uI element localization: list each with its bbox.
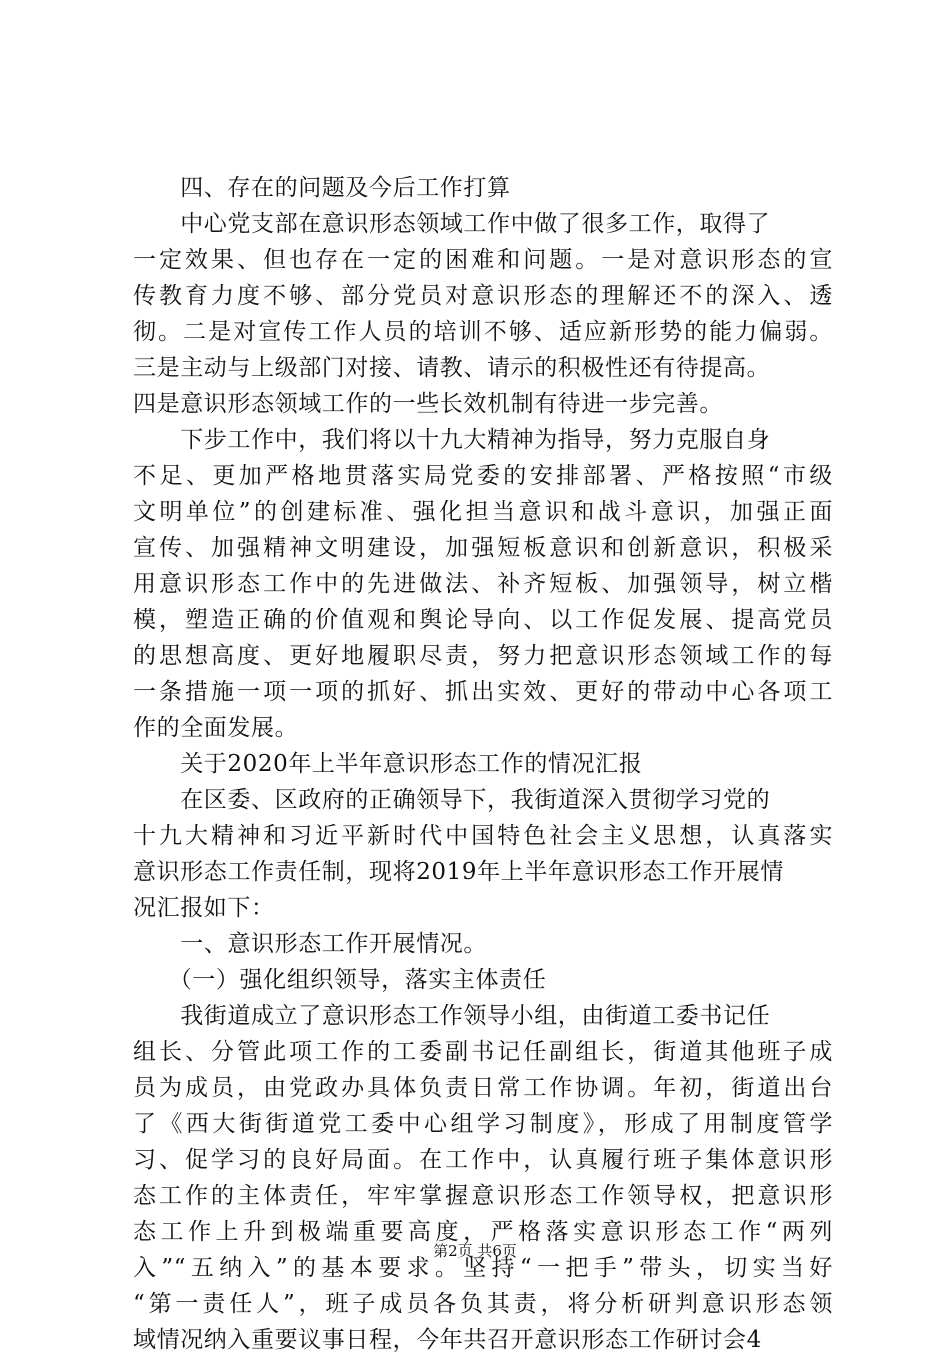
- text-line: 不足、更加严格地贯落实局党委的安排部署、严格按照“市级: [133, 463, 833, 489]
- text-line: 态工作的主体责任，牢牢掌握意识形态工作领导权，把意识形: [133, 1183, 833, 1209]
- text-line: 作的全面发展。: [133, 715, 299, 741]
- text-line: 下步工作中，我们将以十九大精神为指导，努力克服自身: [133, 427, 771, 453]
- document-body: [133, 170, 833, 1358]
- text-line: 模，塑造正确的价值观和舆论导向、以工作促发展、提高党员: [133, 607, 833, 633]
- text-line: 彻。二是对宣传工作人员的培训不够、适应新形势的能力偏弱。: [133, 319, 833, 345]
- text-line: 三是主动与上级部门对接、请教、请示的积极性还有待提高。: [133, 355, 771, 381]
- text-line: 一定效果、但也存在一定的困难和问题。一是对意识形态的宣: [133, 247, 833, 273]
- text-line: 四、存在的问题及今后工作打算: [133, 175, 511, 201]
- text-line: 态工作上升到极端重要高度，严格落实意识形态工作“两列: [133, 1219, 833, 1245]
- text-line: 域情况纳入重要议事日程，今年共召开意识形态工作研讨会4: [133, 1327, 762, 1353]
- text-line: 员为成员，由党政办具体负责日常工作协调。年初，街道出台: [133, 1075, 833, 1101]
- subsection-heading: （一）强化组织领导，落实主体责任: [133, 967, 547, 993]
- text-line: 组长、分管此项工作的工委副书记任副组长，街道其他班子成: [133, 1039, 833, 1065]
- text-line: 中心党支部在意识形态领域工作中做了很多工作，取得了: [133, 211, 771, 237]
- text-line: 我街道成立了意识形态工作领导小组，由街道工委书记任: [133, 1003, 771, 1029]
- text-line: 意识形态工作责任制，现将2019年上半年意识形态工作开展情: [133, 859, 784, 885]
- text-line: 文明单位”的创建标准、强化担当意识和战斗意识，加强正面: [133, 499, 833, 525]
- text-line: 四是意识形态领域工作的一些长效机制有待进一步完善。: [133, 391, 723, 417]
- text-line: 在区委、区政府的正确领导下，我街道深入贯彻学习党的: [133, 787, 771, 813]
- text-line: 宣传、加强精神文明建设，加强短板意识和创新意识，积极采: [133, 535, 833, 561]
- section-heading: 一、意识形态工作开展情况。: [133, 931, 487, 957]
- page-footer: 第2页 共6页: [433, 1242, 517, 1260]
- text-line: 习、促学习的良好局面。在工作中，认真履行班子集体意识形: [133, 1147, 833, 1173]
- text-line: 况汇报如下：: [133, 895, 275, 921]
- text-line: 了《西大街街道党工委中心组学习制度》，形成了用制度管学: [133, 1111, 833, 1137]
- text-line: “第一责任人”，班子成员各负其责，将分析研判意识形态领: [133, 1291, 833, 1317]
- text-line: 十九大精神和习近平新时代中国特色社会主义思想，认真落实: [133, 823, 833, 849]
- text-line: 一条措施一项一项的抓好、抓出实效、更好的带动中心各项工: [133, 679, 833, 705]
- text-line: 用意识形态工作中的先进做法、补齐短板、加强领导，树立楷: [133, 571, 833, 597]
- text-line: 传教育力度不够、部分党员对意识形态的理解还不的深入、透: [133, 283, 833, 309]
- text-line: 入”“五纳入”的基本要求。坚持“一把手”带头，切实当好: [133, 1255, 833, 1281]
- heading-line: 关于2020年上半年意识形态工作的情况汇报: [133, 751, 643, 777]
- text-line: 的思想高度、更好地履职尽责，努力把意识形态领域工作的每: [133, 643, 833, 669]
